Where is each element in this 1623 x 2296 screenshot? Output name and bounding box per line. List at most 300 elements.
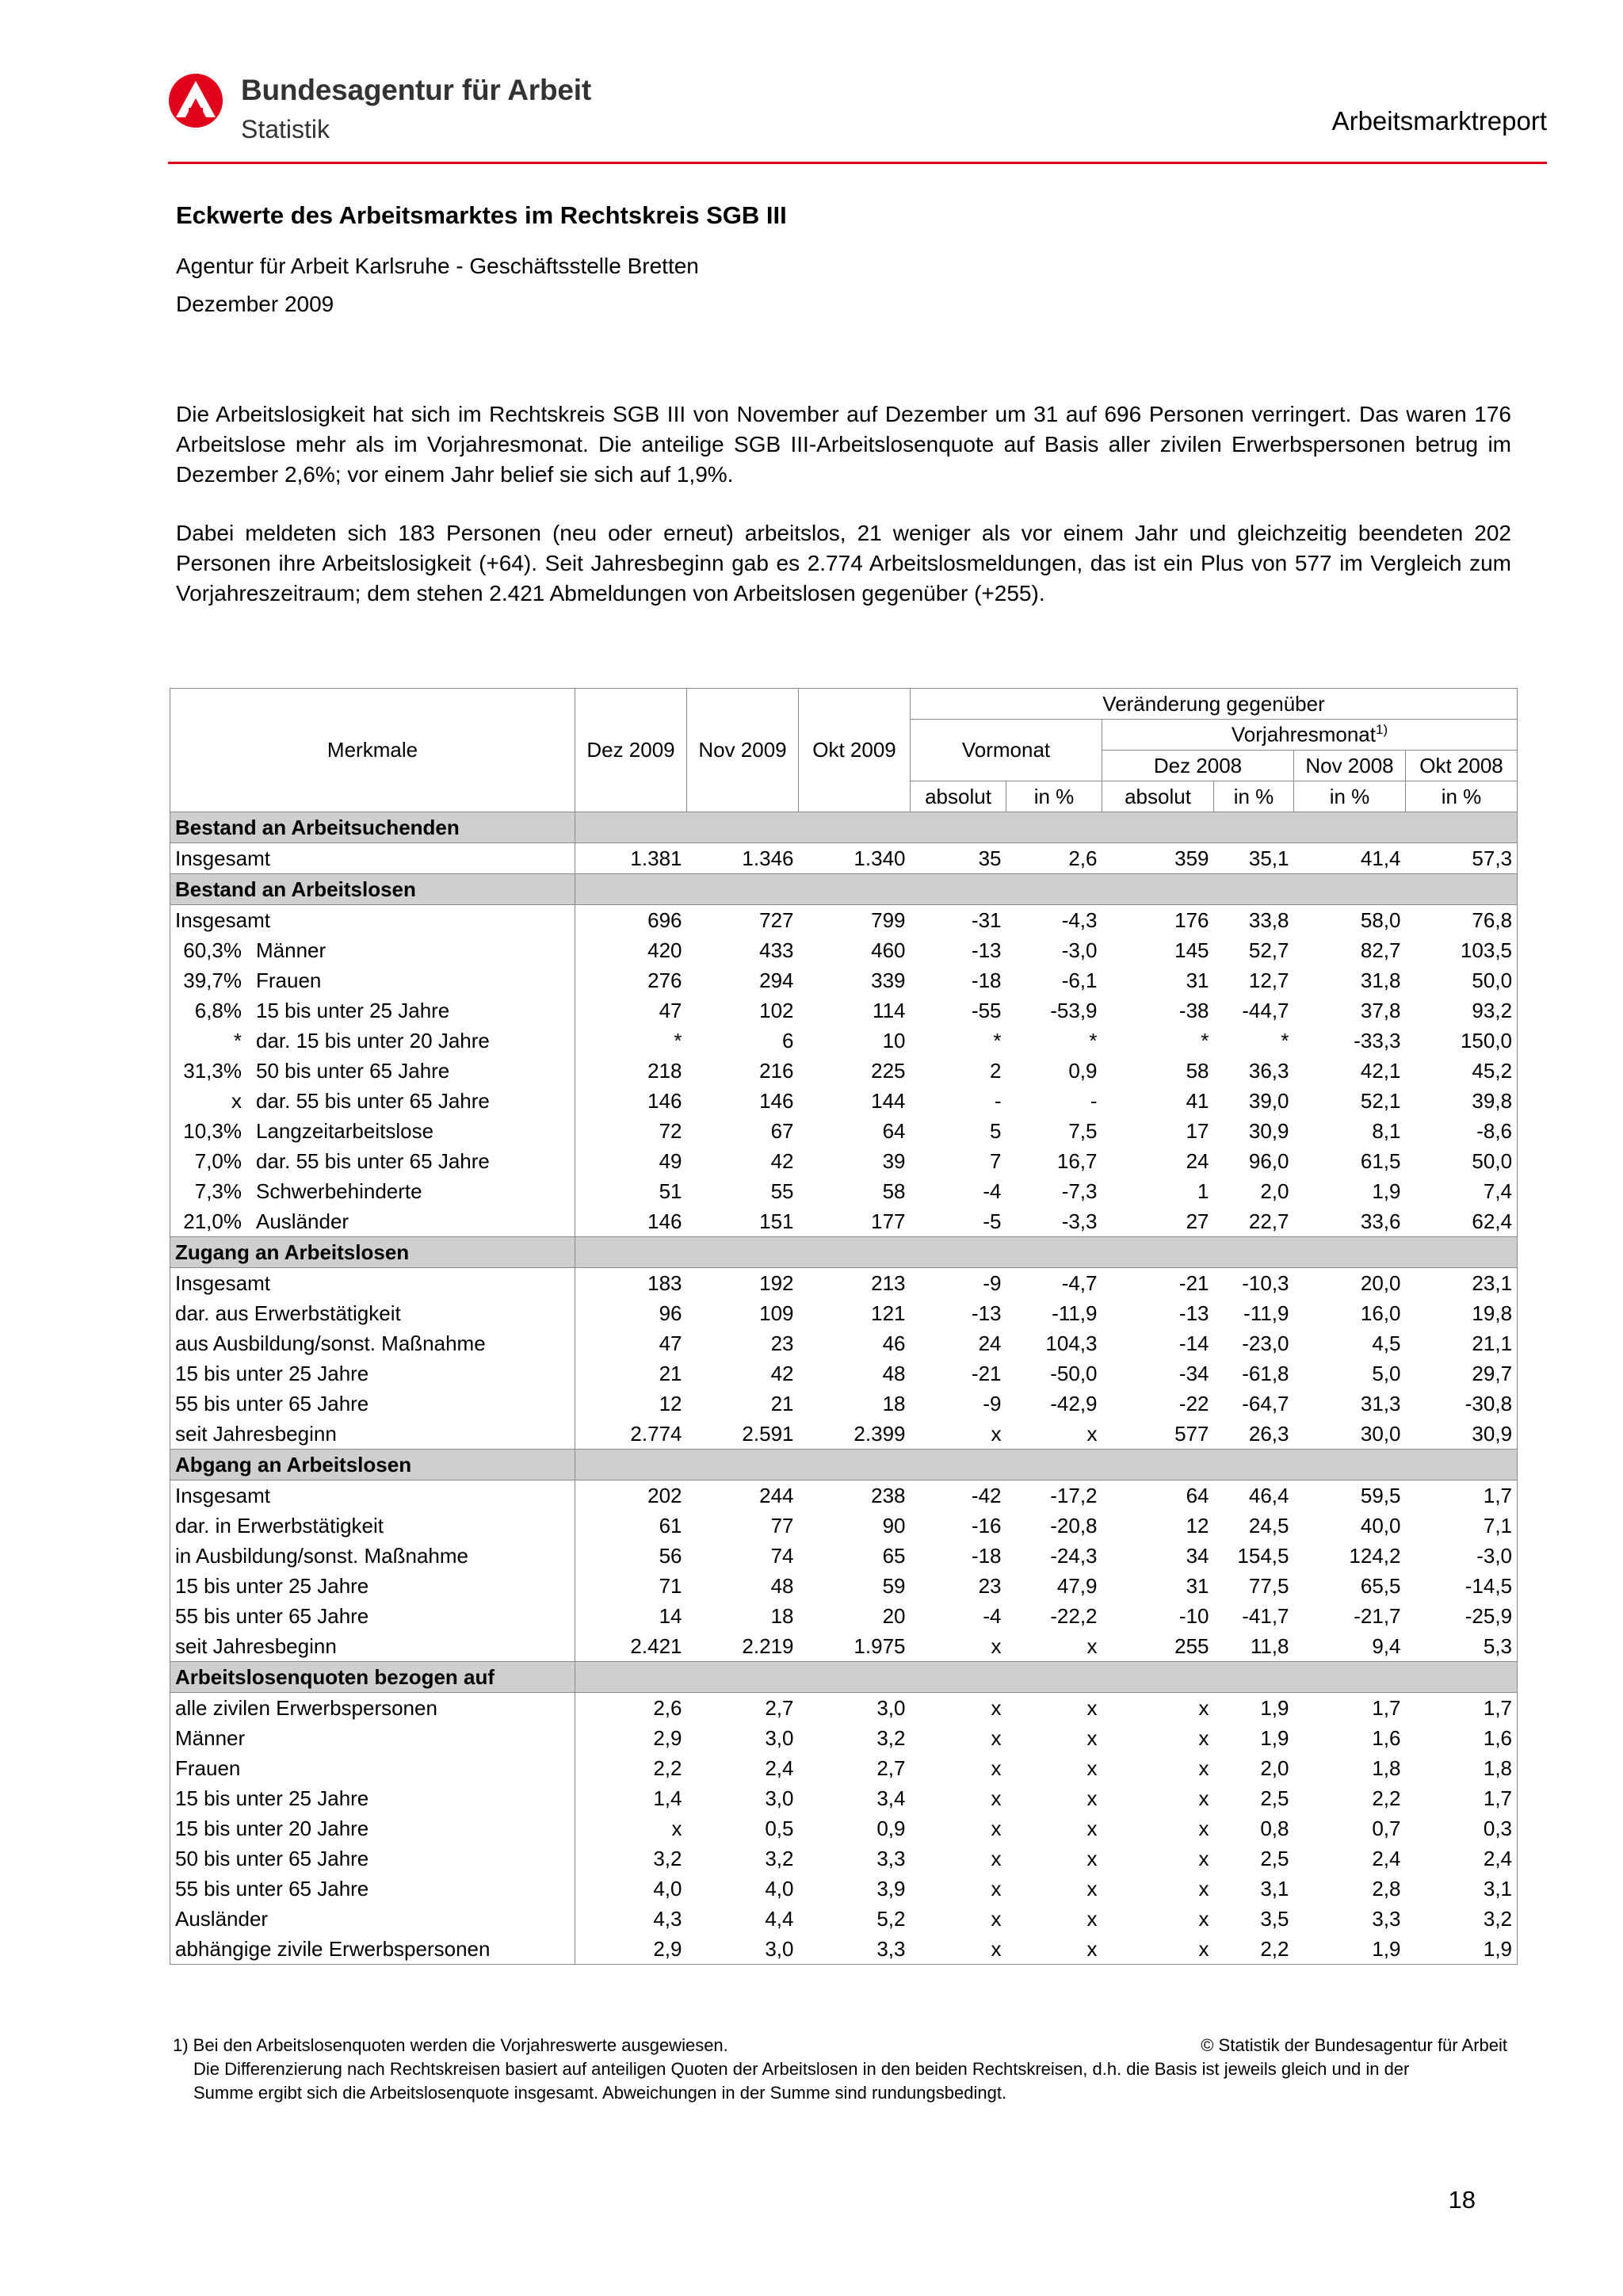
cell-dez-2009: 202 [647, 1483, 682, 1507]
cell-dez2008-absolut: -22 [1178, 1391, 1209, 1415]
cell-vormonat-absolut: x [991, 1695, 1002, 1720]
cell-nov2008-pct: 4,5 [1372, 1331, 1401, 1355]
cell-dez2008-pct: 2,5 [1260, 1846, 1289, 1870]
cell-vormonat-absolut: x [991, 1906, 1002, 1931]
copyright: © Statistik der Bundesagentur für Arbeit [1201, 2035, 1507, 2055]
row-label-cell [170, 1419, 575, 1450]
cell-dez2008-absolut: 41 [1186, 1088, 1209, 1113]
cell-nov2008-pct: 9,4 [1372, 1633, 1401, 1658]
cell-okt-2009: 48 [882, 1361, 906, 1385]
cell-vormonat-absolut: -21 [971, 1361, 1002, 1385]
row-label: Frauen [175, 1755, 241, 1780]
cell-okt-2009: 2.399 [854, 1421, 906, 1446]
cell-vormonat-absolut: -4 [983, 1603, 1002, 1628]
cell-nov-2009: 2,7 [765, 1695, 794, 1720]
cell-dez2008-absolut: * [1201, 1028, 1209, 1052]
cell-dez-2009: 183 [647, 1270, 682, 1295]
cell-dez-2009: 56 [659, 1543, 682, 1568]
row-label-cell [170, 1480, 575, 1511]
labour-market-table [170, 688, 1518, 1965]
row-label-cell [170, 1843, 575, 1874]
cell-dez2008-pct: -44,7 [1242, 998, 1289, 1022]
cell-nov-2009: 433 [759, 938, 794, 962]
row-label-cell [170, 1176, 575, 1206]
cell-dez2008-absolut: 359 [1174, 846, 1209, 870]
table-row [170, 1601, 1518, 1631]
cell-okt-2009: 1.975 [854, 1633, 906, 1658]
header-dez-2008: Dez 2008 [1102, 751, 1294, 781]
cell-okt2008-pct: 1,7 [1406, 1480, 1518, 1511]
cell-okt-2009: 3,3 [876, 1846, 906, 1870]
cell-okt-2009: 65 [882, 1543, 906, 1568]
cell-nov2008-pct: 41,4 [1360, 846, 1401, 870]
cell-vormonat-pct: -3,0 [1061, 938, 1098, 962]
cell-vormonat-pct: 2,6 [1068, 846, 1098, 870]
row-label-cell [170, 1056, 575, 1086]
cell-dez2008-pct: 2,0 [1260, 1179, 1289, 1203]
cell-nov2008-pct: 65,5 [1360, 1573, 1401, 1598]
cell-nov-2009: 244 [759, 1483, 794, 1507]
cell-okt-2009: 10 [882, 1028, 906, 1052]
cell-nov-2009: 0,5 [765, 1816, 794, 1840]
cell-okt-2009: 58 [882, 1179, 906, 1203]
cell-dez-2009: 96 [659, 1301, 682, 1325]
row-label-cell [170, 905, 575, 936]
cell-dez2008-absolut: x [1198, 1725, 1209, 1750]
row-label-cell [170, 1753, 575, 1783]
cell-vormonat-absolut: -13 [971, 938, 1002, 962]
row-label: Insgesamt [175, 1483, 270, 1507]
cell-dez2008-absolut: x [1198, 1816, 1209, 1840]
cell-dez2008-absolut: x [1198, 1846, 1209, 1870]
row-label: Frauen [256, 968, 322, 992]
header-nov-2009: Nov 2009 [687, 689, 799, 812]
cell-nov2008-pct: 2,2 [1372, 1786, 1401, 1810]
row-label: 50 bis unter 65 Jahre [175, 1846, 369, 1870]
cell-okt2008-pct: -8,6 [1406, 1116, 1518, 1146]
cell-okt2008-pct: 7,4 [1406, 1176, 1518, 1206]
header-absolut-dez2008: absolut [1102, 781, 1214, 812]
cell-nov-2009: 2.591 [742, 1421, 794, 1446]
row-label: 55 bis unter 65 Jahre [175, 1876, 369, 1901]
cell-dez2008-pct: 33,8 [1248, 907, 1289, 932]
cell-dez2008-absolut: 34 [1186, 1543, 1209, 1568]
cell-vormonat-pct: * [1089, 1028, 1098, 1052]
row-label: dar. in Erwerbstätigkeit [175, 1513, 384, 1538]
cell-nov2008-pct: 5,0 [1372, 1361, 1401, 1385]
row-label-cell [170, 1723, 575, 1753]
cell-dez2008-pct: -10,3 [1242, 1270, 1289, 1295]
header-okt-2008: Okt 2008 [1406, 751, 1518, 781]
row-label-cell [170, 1389, 575, 1419]
cell-dez2008-absolut: 27 [1186, 1209, 1209, 1233]
cell-nov-2009: 727 [759, 907, 794, 932]
cell-dez2008-pct: 2,0 [1260, 1755, 1289, 1780]
cell-nov-2009: 6 [782, 1028, 794, 1052]
header-inpct-dez2008: in % [1214, 781, 1294, 812]
table-row [170, 1843, 1518, 1874]
cell-dez-2009: 72 [659, 1118, 682, 1143]
cell-nov-2009: 55 [770, 1179, 794, 1203]
header-okt-2009: Okt 2009 [799, 689, 911, 812]
cell-okt2008-pct: 1,7 [1406, 1693, 1518, 1724]
share-percent: 6,8% [194, 998, 242, 1022]
cell-dez-2009: 2.774 [630, 1421, 682, 1446]
cell-okt2008-pct: 1,7 [1406, 1783, 1518, 1813]
cell-nov2008-pct: 82,7 [1360, 938, 1401, 962]
row-label: Männer [175, 1725, 246, 1750]
cell-okt2008-pct: 50,0 [1406, 965, 1518, 995]
cell-dez-2009: 276 [647, 968, 682, 992]
cell-vormonat-absolut: x [991, 1421, 1002, 1446]
table-row [170, 1056, 1518, 1086]
cell-vormonat-absolut: x [991, 1816, 1002, 1840]
row-label-cell [170, 1601, 575, 1631]
row-label-cell [170, 1541, 575, 1571]
cell-vormonat-absolut: -55 [971, 998, 1002, 1022]
table-body [170, 812, 1518, 1965]
cell-nov-2009: 67 [770, 1118, 794, 1143]
cell-vormonat-pct: -24,3 [1050, 1543, 1098, 1568]
cell-dez2008-pct: -11,9 [1243, 1301, 1289, 1325]
cell-vormonat-absolut: -9 [983, 1391, 1002, 1415]
cell-okt-2009: 39 [882, 1148, 906, 1173]
cell-dez2008-pct: 22,7 [1248, 1209, 1289, 1233]
cell-vormonat-pct: 16,7 [1056, 1148, 1098, 1173]
cell-okt2008-pct: 5,3 [1406, 1631, 1518, 1662]
cell-okt2008-pct: 103,5 [1406, 935, 1518, 965]
cell-dez-2009: 21 [659, 1361, 682, 1385]
cell-dez-2009: 2,6 [653, 1695, 682, 1720]
table-row [170, 1206, 1518, 1237]
share-percent: 21,0% [183, 1209, 242, 1233]
agency-name: Agentur für Arbeit Karlsruhe - Geschäftsstelle Bretten [176, 254, 699, 278]
cell-okt-2009: 5,2 [876, 1906, 906, 1931]
cell-nov-2009: 23 [770, 1331, 794, 1355]
cell-nov2008-pct: 40,0 [1360, 1513, 1401, 1538]
cell-okt2008-pct: 39,8 [1406, 1086, 1518, 1116]
cell-nov2008-pct: 42,1 [1360, 1058, 1401, 1083]
row-label: Ausländer [175, 1906, 269, 1931]
share-percent: 7,0% [194, 1148, 242, 1173]
header-dez-2009: Dez 2009 [575, 689, 687, 812]
cell-vormonat-pct: -3,3 [1061, 1209, 1098, 1233]
cell-okt-2009: 225 [871, 1058, 906, 1083]
cell-vormonat-pct: 0,9 [1068, 1058, 1098, 1083]
footnote-2-line-2: Summe ergibt sich die Arbeitslosenquote insgesamt. Abweichungen in der Summe sind rundungsbedingt. [193, 2083, 1007, 2103]
report-period: Dezember 2009 [176, 292, 334, 316]
row-label: Ausländer [256, 1209, 349, 1233]
cell-nov2008-pct: 16,0 [1360, 1301, 1401, 1325]
cell-okt-2009: 2,7 [876, 1755, 906, 1780]
cell-dez2008-pct: 39,0 [1248, 1088, 1289, 1113]
cell-nov2008-pct: 59,5 [1360, 1483, 1401, 1507]
cell-nov-2009: 4,4 [765, 1906, 794, 1931]
cell-nov2008-pct: 52,1 [1360, 1088, 1401, 1113]
cell-vormonat-pct: x [1086, 1725, 1098, 1750]
cell-okt-2009: 90 [882, 1513, 906, 1538]
section-fill [575, 1237, 1518, 1268]
table-row [170, 1176, 1518, 1206]
cell-dez2008-pct: 3,1 [1260, 1876, 1289, 1901]
cell-vormonat-absolut: -18 [971, 1543, 1002, 1568]
cell-nov-2009: 48 [770, 1573, 794, 1598]
cell-okt2008-pct: 76,8 [1406, 905, 1518, 936]
table-row [170, 1541, 1518, 1571]
cell-vormonat-pct: x [1086, 1695, 1098, 1720]
cell-dez2008-absolut: x [1198, 1755, 1209, 1780]
row-label: Schwerbehinderte [256, 1179, 422, 1203]
row-label: 50 bis unter 65 Jahre [256, 1058, 450, 1083]
row-label-cell [170, 1934, 575, 1965]
cell-dez2008-absolut: -21 [1178, 1270, 1209, 1295]
cell-nov2008-pct: -33,3 [1354, 1028, 1401, 1052]
cell-okt2008-pct: 29,7 [1406, 1358, 1518, 1389]
footnote-1: 1) Bei den Arbeitslosenquoten werden die Vorjahreswerte ausgewiesen. [173, 2035, 728, 2055]
cell-nov2008-pct: 37,8 [1360, 998, 1401, 1022]
cell-dez-2009: * [674, 1028, 682, 1052]
row-label-cell [170, 1026, 575, 1056]
cell-vormonat-pct: x [1086, 1421, 1098, 1446]
table-row [170, 1419, 1518, 1450]
cell-dez2008-pct: 36,3 [1248, 1058, 1289, 1083]
cell-nov-2009: 2.219 [742, 1633, 794, 1658]
cell-vormonat-absolut: -9 [983, 1270, 1002, 1295]
section-fill [575, 812, 1518, 843]
cell-okt2008-pct: -14,5 [1406, 1571, 1518, 1601]
cell-dez2008-pct: 24,5 [1248, 1513, 1289, 1538]
section-title: Zugang an Arbeitslosen [170, 1237, 575, 1268]
cell-nov2008-pct: 31,8 [1360, 968, 1401, 992]
cell-vormonat-pct: x [1086, 1755, 1098, 1780]
cell-dez2008-absolut: x [1198, 1876, 1209, 1901]
cell-okt2008-pct: 45,2 [1406, 1056, 1518, 1086]
row-label: Langzeitarbeitslose [256, 1118, 434, 1143]
cell-vormonat-pct: -22,2 [1050, 1603, 1098, 1628]
table-row [170, 905, 1518, 936]
row-label: alle zivilen Erwerbspersonen [175, 1695, 437, 1720]
table-row [170, 1298, 1518, 1328]
cell-okt-2009: 3,2 [876, 1725, 906, 1750]
cell-dez2008-pct: 154,5 [1237, 1543, 1289, 1568]
footnote-2-line-1: Die Differenzierung nach Rechtskreisen basiert auf anteiligen Quoten der Arbeitslosen in den beiden Rechtskreisen, d.h. die Basis ist jeweils gleich und in der [193, 2059, 1410, 2079]
cell-okt-2009: 238 [871, 1483, 906, 1507]
cell-okt2008-pct: 57,3 [1406, 843, 1518, 874]
cell-okt-2009: 20 [882, 1603, 906, 1628]
cell-nov-2009: 146 [759, 1088, 794, 1113]
cell-vormonat-pct: -53,9 [1050, 998, 1098, 1022]
cell-vormonat-pct: x [1086, 1846, 1098, 1870]
report-name: Arbeitsmarktreport [1331, 106, 1547, 136]
cell-vormonat-absolut: 5 [990, 1118, 1002, 1143]
cell-vormonat-absolut: 7 [990, 1148, 1002, 1173]
org-sub: Statistik [241, 115, 330, 143]
header-inpct-vormonat: in % [1006, 781, 1102, 812]
header-vorjahresmonat-footnote: 1) [1376, 722, 1388, 738]
cell-dez-2009: 1,4 [653, 1786, 682, 1810]
cell-okt-2009: 0,9 [876, 1816, 906, 1840]
cell-okt2008-pct: -25,9 [1406, 1601, 1518, 1631]
row-label-cell [170, 1813, 575, 1843]
cell-okt2008-pct: 23,1 [1406, 1268, 1518, 1299]
row-label-cell [170, 1086, 575, 1116]
cell-vormonat-pct: 104,3 [1045, 1331, 1098, 1355]
cell-dez2008-pct: 1,9 [1260, 1695, 1289, 1720]
cell-dez2008-absolut: -38 [1178, 998, 1209, 1022]
row-label: 55 bis unter 65 Jahre [175, 1603, 369, 1628]
cell-nov-2009: 216 [759, 1058, 794, 1083]
cell-dez2008-pct: 35,1 [1248, 846, 1289, 870]
row-label-cell [170, 1268, 575, 1299]
cell-okt-2009: 460 [871, 938, 906, 962]
row-label-cell [170, 1358, 575, 1389]
cell-okt-2009: 46 [882, 1331, 906, 1355]
section-header-row [170, 1237, 1518, 1268]
cell-dez-2009: 2.421 [630, 1633, 682, 1658]
cell-nov-2009: 151 [759, 1209, 794, 1233]
cell-okt2008-pct: 93,2 [1406, 995, 1518, 1026]
cell-dez-2009: 2,9 [653, 1725, 682, 1750]
cell-okt-2009: 339 [871, 968, 906, 992]
cell-okt2008-pct: 21,1 [1406, 1328, 1518, 1358]
cell-nov-2009: 3,0 [765, 1786, 794, 1810]
table-row [170, 843, 1518, 874]
cell-nov-2009: 42 [770, 1148, 794, 1173]
cell-dez2008-pct: 12,7 [1248, 968, 1289, 992]
row-label: 15 bis unter 25 Jahre [175, 1361, 369, 1385]
cell-nov2008-pct: 0,7 [1372, 1816, 1401, 1840]
cell-nov-2009: 74 [770, 1543, 794, 1568]
cell-dez2008-absolut: 145 [1174, 938, 1209, 962]
cell-vormonat-absolut: 24 [978, 1331, 1002, 1355]
cell-dez2008-absolut: x [1198, 1695, 1209, 1720]
cell-okt2008-pct: 3,2 [1406, 1904, 1518, 1934]
cell-vormonat-pct: -17,2 [1050, 1483, 1098, 1507]
cell-dez2008-pct: 11,8 [1250, 1633, 1289, 1658]
cell-vormonat-absolut: x [991, 1633, 1002, 1658]
cell-vormonat-pct: x [1086, 1816, 1098, 1840]
cell-vormonat-pct: 47,9 [1056, 1573, 1098, 1598]
cell-okt-2009: 799 [871, 907, 906, 932]
row-label: abhängige zivile Erwerbspersonen [175, 1936, 491, 1961]
table-row [170, 1571, 1518, 1601]
share-percent: 7,3% [194, 1179, 242, 1203]
cell-dez-2009: 12 [659, 1391, 682, 1415]
row-label: Insgesamt [175, 907, 270, 932]
row-label: 15 bis unter 25 Jahre [175, 1573, 369, 1598]
cell-nov2008-pct: 124,2 [1349, 1543, 1401, 1568]
cell-dez2008-absolut: x [1102, 1934, 1214, 1965]
table-row [170, 995, 1518, 1026]
cell-nov-2009: 42 [770, 1361, 794, 1385]
cell-nov2008-pct: 1,9 [1294, 1934, 1406, 1965]
cell-vormonat-pct: -50,0 [1050, 1361, 1098, 1385]
row-label-cell [170, 995, 575, 1026]
cell-okt2008-pct: 3,1 [1406, 1874, 1518, 1904]
cell-vormonat-absolut: -4 [983, 1179, 1002, 1203]
cell-vormonat-absolut: x [911, 1934, 1006, 1965]
cell-dez-2009: 696 [647, 907, 682, 932]
row-label-cell [170, 1631, 575, 1662]
cell-okt2008-pct: 150,0 [1406, 1026, 1518, 1056]
cell-nov2008-pct: 1,6 [1372, 1725, 1401, 1750]
row-label: Männer [256, 938, 327, 962]
cell-nov2008-pct: 3,3 [1372, 1906, 1401, 1931]
cell-vormonat-absolut: 2 [990, 1058, 1002, 1083]
cell-nov2008-pct: 1,9 [1372, 1179, 1401, 1203]
cell-dez-2009: 146 [647, 1088, 682, 1113]
cell-dez2008-pct: 96,0 [1248, 1148, 1289, 1173]
cell-okt-2009: 1.340 [854, 846, 906, 870]
header-inpct-nov2008: in % [1294, 781, 1406, 812]
table-row [170, 1511, 1518, 1541]
page-title: Eckwerte des Arbeitsmarktes im Rechtskreis SGB III [176, 201, 787, 229]
row-label-cell [170, 843, 575, 874]
cell-vormonat-pct: -7,3 [1061, 1179, 1098, 1203]
cell-nov-2009: 21 [770, 1391, 794, 1415]
cell-dez2008-absolut: 31 [1186, 968, 1209, 992]
header-absolut-vormonat: absolut [911, 781, 1006, 812]
cell-okt2008-pct: 1,8 [1406, 1753, 1518, 1783]
row-label: 55 bis unter 65 Jahre [175, 1391, 369, 1415]
section-title: Bestand an Arbeitsuchenden [170, 812, 575, 843]
cell-dez2008-absolut: 12 [1186, 1513, 1209, 1538]
header-vorjahresmonat: Vorjahresmonat$^{1)}$ [1102, 720, 1518, 751]
cell-dez-2009: 49 [659, 1148, 682, 1173]
cell-nov2008-pct: 2,8 [1372, 1876, 1401, 1901]
cell-okt-2009: 144 [871, 1088, 906, 1113]
section-title: Arbeitslosenquoten bezogen auf [170, 1662, 575, 1693]
cell-nov2008-pct: 61,5 [1360, 1148, 1401, 1173]
cell-okt-2009: 114 [873, 998, 906, 1022]
cell-dez2008-absolut: 176 [1174, 907, 1209, 932]
cell-nov2008-pct: 58,0 [1360, 907, 1401, 932]
cell-dez-2009: 71 [659, 1573, 682, 1598]
cell-okt2008-pct: 1,6 [1406, 1723, 1518, 1753]
table-row [170, 1146, 1518, 1176]
cell-vormonat-pct: -4,7 [1061, 1270, 1098, 1295]
cell-dez-2009: 47 [659, 1331, 682, 1355]
cell-vormonat-pct: -20,8 [1050, 1513, 1098, 1538]
cell-vormonat-absolut: x [991, 1876, 1002, 1901]
cell-dez2008-absolut: x [1198, 1906, 1209, 1931]
cell-dez2008-pct: 0,8 [1260, 1816, 1289, 1840]
share-percent: x [231, 1088, 242, 1113]
cell-dez2008-pct: 46,4 [1248, 1483, 1289, 1507]
cell-dez2008-pct: * [1281, 1028, 1289, 1052]
cell-okt2008-pct: -30,8 [1406, 1389, 1518, 1419]
row-label: Insgesamt [175, 1270, 270, 1295]
cell-nov2008-pct: 20,0 [1360, 1270, 1401, 1295]
cell-vormonat-absolut: 23 [978, 1573, 1002, 1598]
header-veraenderung: Veränderung gegenüber [911, 689, 1518, 720]
cell-dez2008-absolut: -14 [1178, 1331, 1209, 1355]
org-name: Bundesagentur für Arbeit [241, 74, 591, 106]
cell-vormonat-pct: x [1086, 1786, 1098, 1810]
cell-okt2008-pct: 50,0 [1406, 1146, 1518, 1176]
row-label: 15 bis unter 25 Jahre [175, 1786, 369, 1810]
row-label-cell [170, 1571, 575, 1601]
cell-okt-2009: 64 [882, 1118, 906, 1143]
cell-nov-2009: 3,2 [765, 1846, 794, 1870]
cell-nov-2009: 1.346 [742, 846, 794, 870]
cell-okt2008-pct: 1,9 [1406, 1934, 1518, 1965]
cell-dez2008-absolut: 255 [1174, 1633, 1209, 1658]
cell-dez2008-pct: 77,5 [1248, 1573, 1289, 1598]
row-label-cell [170, 1298, 575, 1328]
cell-vormonat-absolut: x [991, 1786, 1002, 1810]
cell-vormonat-absolut: * [993, 1028, 1002, 1052]
